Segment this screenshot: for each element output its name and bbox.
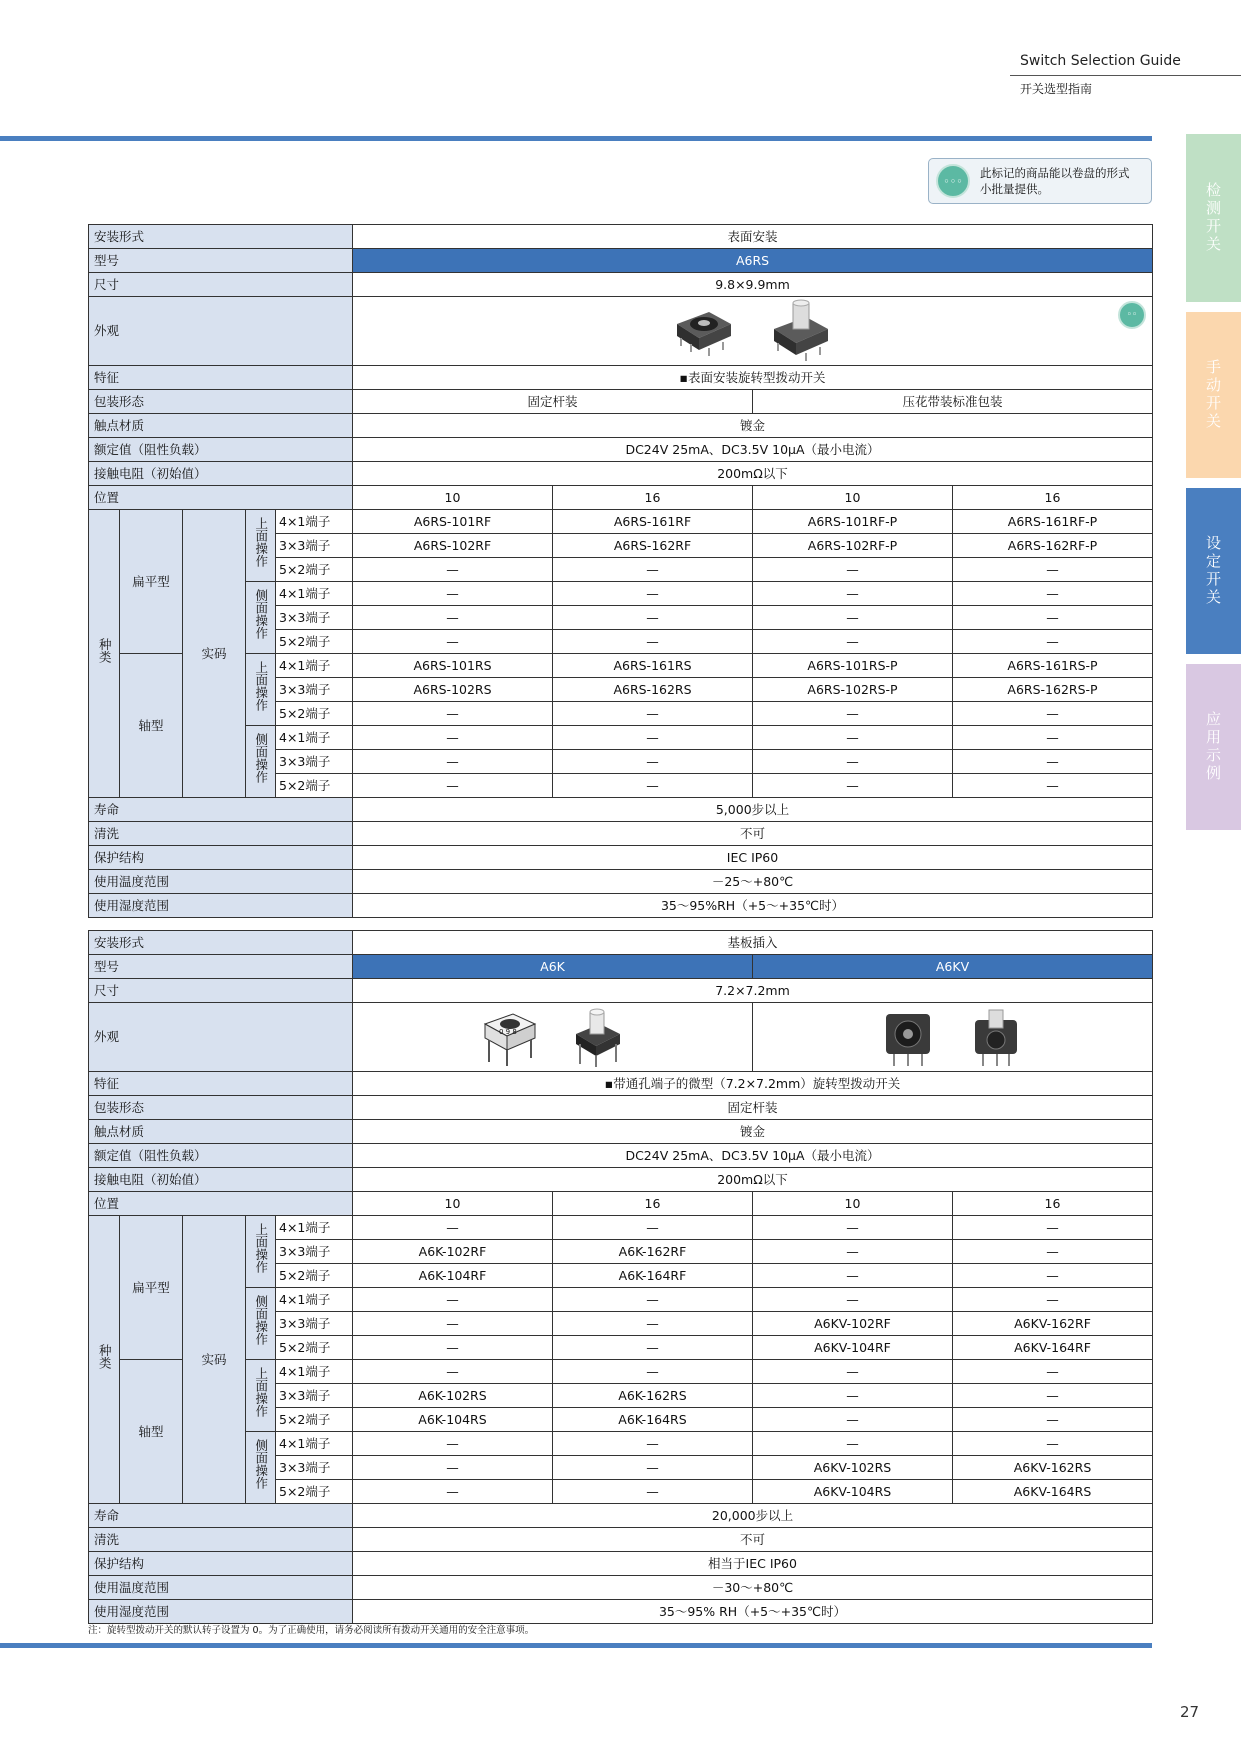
- model-cell: —: [353, 774, 553, 798]
- tab-label: 手动开关: [1204, 359, 1222, 431]
- terminal-label: 3×3端子: [276, 750, 353, 774]
- tab-application-examples[interactable]: [1186, 664, 1241, 830]
- model-cell: A6KV-164RF: [953, 1336, 1153, 1360]
- model-cell: —: [753, 750, 953, 774]
- features-value: ▪带通孔端子的微型（7.2×7.2mm）旋转型拨动开关: [353, 1072, 1153, 1096]
- label-packaging: 包装形态: [89, 390, 353, 414]
- protection-value: IEC IP60: [353, 846, 1153, 870]
- label-size: 尺寸: [89, 273, 353, 297]
- terminal-label: 4×1端子: [276, 654, 353, 678]
- position-value: 10: [353, 486, 553, 510]
- terminal-label: 5×2端子: [276, 774, 353, 798]
- terminal-label: 3×3端子: [276, 1312, 353, 1336]
- appearance-cell: [353, 297, 1153, 366]
- model-cell: —: [953, 558, 1153, 582]
- terminal-label: 5×2端子: [276, 630, 353, 654]
- footnote: 注：旋转型拨动开关的默认转子设置为 0。为了正确使用，请务必阅读所有拨动开关通用的安全注意事项。: [88, 1625, 535, 1636]
- wash-value: 不可: [353, 822, 1153, 846]
- bottom-rule: [0, 1643, 1152, 1648]
- model-cell: —: [953, 630, 1153, 654]
- label-rating: 额定值（阻性负载）: [89, 1144, 353, 1168]
- packaging-value: 固定杆装: [353, 1096, 1153, 1120]
- model-cell: —: [553, 1456, 753, 1480]
- model-cell: —: [353, 702, 553, 726]
- resistance-value: 200mΩ以下: [353, 1168, 1153, 1192]
- model-cell: —: [353, 1480, 553, 1504]
- model-cell: —: [553, 582, 753, 606]
- model-cell: —: [553, 1432, 753, 1456]
- model-value-a6k: A6K: [353, 955, 753, 979]
- terminal-label: 4×1端子: [276, 582, 353, 606]
- label-model: 型号: [89, 955, 353, 979]
- label-rating: 额定值（阻性负载）: [89, 438, 353, 462]
- legend-line-2: 小批量提供。: [980, 182, 1049, 196]
- model-cell: —: [953, 1432, 1153, 1456]
- wash-value: 不可: [353, 1528, 1153, 1552]
- model-cell: A6KV-104RF: [753, 1336, 953, 1360]
- label-position: 位置: [89, 486, 353, 510]
- top-op-label: 上面操作: [246, 654, 276, 726]
- model-cell: —: [753, 702, 953, 726]
- position-value: 16: [953, 486, 1153, 510]
- a6k-shaft-image: [570, 1006, 626, 1068]
- model-cell: —: [953, 726, 1153, 750]
- type-label: 种类: [89, 1216, 120, 1504]
- side-op-label: 侧面操作: [246, 1288, 276, 1360]
- model-cell: A6K-102RF: [353, 1240, 553, 1264]
- terminal-label: 5×2端子: [276, 702, 353, 726]
- label-mount: 安装形式: [89, 225, 353, 249]
- model-cell: —: [953, 606, 1153, 630]
- label-contact: 触点材质: [89, 1120, 353, 1144]
- label-life: 寿命: [89, 798, 353, 822]
- model-cell: A6KV-162RF: [953, 1312, 1153, 1336]
- features-value: ▪表面安装旋转型拨动开关: [353, 366, 1153, 390]
- mount-value: 基板插入: [353, 931, 1153, 955]
- model-cell: A6KV-104RS: [753, 1480, 953, 1504]
- model-cell: A6RS-162RF: [553, 534, 753, 558]
- a6kv-flat-image: [880, 1006, 938, 1068]
- a6rs-shaft-image: [766, 299, 836, 363]
- model-cell: —: [353, 606, 553, 630]
- life-value: 20,000步以上: [353, 1504, 1153, 1528]
- model-cell: —: [753, 1216, 953, 1240]
- terminal-label: 4×1端子: [276, 726, 353, 750]
- flat-type-label: 扁平型: [120, 1216, 183, 1360]
- header-title-cn: 开关选型指南: [1020, 82, 1093, 96]
- model-cell: —: [353, 582, 553, 606]
- size-value: 7.2×7.2mm: [353, 979, 1153, 1003]
- model-cell: —: [553, 1216, 753, 1240]
- label-mount: 安装形式: [89, 931, 353, 955]
- model-cell: A6K-102RS: [353, 1384, 553, 1408]
- side-op-label: 侧面操作: [246, 726, 276, 798]
- tab-setting-switch[interactable]: [1186, 488, 1241, 654]
- label-resistance: 接触电阻（初始值）: [89, 1168, 353, 1192]
- terminal-label: 5×2端子: [276, 1264, 353, 1288]
- model-cell: —: [953, 702, 1153, 726]
- model-cell: A6K-162RF: [553, 1240, 753, 1264]
- side-op-label: 侧面操作: [246, 582, 276, 654]
- model-cell: —: [753, 582, 953, 606]
- header-title-en: Switch Selection Guide: [1020, 53, 1181, 69]
- model-cell: —: [753, 1360, 953, 1384]
- model-cell: A6RS-162RS: [553, 678, 753, 702]
- humidity-value: 35～95% RH（+5～+35℃时）: [353, 1600, 1153, 1624]
- position-value: 16: [553, 486, 753, 510]
- type-label: 种类: [89, 510, 120, 798]
- model-cell: —: [353, 1312, 553, 1336]
- solid-code-label: 实码: [183, 1216, 246, 1504]
- label-model: 型号: [89, 249, 353, 273]
- spec-table-a6k: [88, 930, 1153, 1624]
- model-cell: A6RS-161RF-P: [953, 510, 1153, 534]
- model-cell: —: [553, 774, 753, 798]
- model-cell: —: [553, 606, 753, 630]
- a6rs-flat-image: [669, 302, 739, 360]
- terminal-label: 3×3端子: [276, 1240, 353, 1264]
- tab-manual-switch[interactable]: [1186, 312, 1241, 478]
- model-cell: —: [953, 1408, 1153, 1432]
- model-cell: —: [353, 1456, 553, 1480]
- rating-value: DC24V 25mA、DC3.5V 10μA（最小电流）: [353, 438, 1153, 462]
- tab-label: 检测开关: [1204, 182, 1222, 254]
- rating-value: DC24V 25mA、DC3.5V 10μA（最小电流）: [353, 1144, 1153, 1168]
- model-cell: —: [553, 1360, 753, 1384]
- model-cell: —: [553, 726, 753, 750]
- label-humidity: 使用湿度范围: [89, 894, 353, 918]
- model-cell: —: [353, 558, 553, 582]
- packaging-tape: 压花带装标准包装: [753, 390, 1153, 414]
- model-cell: —: [953, 774, 1153, 798]
- terminal-label: 4×1端子: [276, 1432, 353, 1456]
- model-cell: A6KV-102RS: [753, 1456, 953, 1480]
- model-cell: —: [953, 1264, 1153, 1288]
- model-cell: —: [953, 582, 1153, 606]
- label-temperature: 使用温度范围: [89, 870, 353, 894]
- flat-type-label: 扁平型: [120, 510, 183, 654]
- model-cell: —: [353, 630, 553, 654]
- model-cell: —: [753, 1408, 953, 1432]
- model-cell: A6RS-161RS-P: [953, 654, 1153, 678]
- label-position: 位置: [89, 1192, 353, 1216]
- model-cell: A6RS-101RS: [353, 654, 553, 678]
- model-cell: —: [753, 1240, 953, 1264]
- model-cell: —: [353, 1360, 553, 1384]
- model-cell: —: [553, 630, 753, 654]
- protection-value: 相当于IEC IP60: [353, 1552, 1153, 1576]
- model-cell: A6K-164RF: [553, 1264, 753, 1288]
- terminal-label: 5×2端子: [276, 558, 353, 582]
- reel-icon: ◦◦◦: [936, 164, 970, 198]
- model-cell: A6K-104RF: [353, 1264, 553, 1288]
- model-cell: —: [553, 1312, 753, 1336]
- terminal-label: 3×3端子: [276, 606, 353, 630]
- model-cell: —: [953, 1360, 1153, 1384]
- label-life: 寿命: [89, 1504, 353, 1528]
- model-cell: —: [953, 1216, 1153, 1240]
- label-temperature: 使用温度范围: [89, 1576, 353, 1600]
- position-value: 16: [553, 1192, 753, 1216]
- model-cell: —: [753, 558, 953, 582]
- label-contact: 触点材质: [89, 414, 353, 438]
- model-cell: —: [953, 1384, 1153, 1408]
- tab-label: 应用示例: [1204, 711, 1222, 783]
- model-cell: —: [753, 1432, 953, 1456]
- model-cell: A6KV-164RS: [953, 1480, 1153, 1504]
- model-cell: —: [553, 558, 753, 582]
- model-cell: —: [353, 1336, 553, 1360]
- contact-value: 镀金: [353, 1120, 1153, 1144]
- top-rule: [0, 136, 1152, 141]
- contact-value: 镀金: [353, 414, 1153, 438]
- model-value-a6kv: A6KV: [753, 955, 1153, 979]
- label-packaging: 包装形态: [89, 1096, 353, 1120]
- label-humidity: 使用湿度范围: [89, 1600, 353, 1624]
- solid-code-label: 实码: [183, 510, 246, 798]
- model-cell: —: [553, 1480, 753, 1504]
- resistance-value: 200mΩ以下: [353, 462, 1153, 486]
- model-cell: —: [353, 750, 553, 774]
- model-cell: —: [753, 1264, 953, 1288]
- model-cell: A6RS-161RS: [553, 654, 753, 678]
- position-value: 16: [953, 1192, 1153, 1216]
- model-cell: —: [753, 774, 953, 798]
- model-value: A6RS: [353, 249, 1153, 273]
- model-cell: A6K-164RS: [553, 1408, 753, 1432]
- model-cell: —: [353, 1288, 553, 1312]
- terminal-label: 4×1端子: [276, 1216, 353, 1240]
- model-cell: A6KV-102RF: [753, 1312, 953, 1336]
- terminal-label: 5×2端子: [276, 1480, 353, 1504]
- a6kv-shaft-image: [969, 1006, 1025, 1068]
- model-cell: A6RS-101RF-P: [753, 510, 953, 534]
- model-cell: A6RS-102RS-P: [753, 678, 953, 702]
- model-cell: —: [353, 1432, 553, 1456]
- terminal-label: 3×3端子: [276, 1384, 353, 1408]
- label-features: 特征: [89, 366, 353, 390]
- terminal-label: 4×1端子: [276, 1360, 353, 1384]
- position-value: 10: [353, 1192, 553, 1216]
- position-value: 10: [753, 486, 953, 510]
- model-cell: —: [353, 726, 553, 750]
- side-op-label: 侧面操作: [246, 1432, 276, 1504]
- packaging-stick: 固定杆装: [353, 390, 753, 414]
- label-features: 特征: [89, 1072, 353, 1096]
- top-op-label: 上面操作: [246, 510, 276, 582]
- model-cell: —: [753, 726, 953, 750]
- spec-table-a6rs: [88, 224, 1153, 918]
- tab-detection-switch[interactable]: [1186, 134, 1241, 302]
- label-resistance: 接触电阻（初始值）: [89, 462, 353, 486]
- position-value: 10: [753, 1192, 953, 1216]
- reel-icon: ◦◦: [1118, 301, 1146, 329]
- model-cell: A6K-162RS: [553, 1384, 753, 1408]
- model-cell: —: [953, 750, 1153, 774]
- model-cell: A6RS-162RF-P: [953, 534, 1153, 558]
- temperature-value: －30～+80℃: [353, 1576, 1153, 1600]
- top-op-label: 上面操作: [246, 1360, 276, 1432]
- terminal-label: 3×3端子: [276, 534, 353, 558]
- model-cell: A6RS-102RF: [353, 534, 553, 558]
- model-cell: —: [553, 702, 753, 726]
- model-cell: A6RS-102RS: [353, 678, 553, 702]
- top-op-label: 上面操作: [246, 1216, 276, 1288]
- temperature-value: －25～+80℃: [353, 870, 1153, 894]
- label-protection: 保护结构: [89, 1552, 353, 1576]
- model-cell: —: [353, 1216, 553, 1240]
- humidity-value: 35～95%RH（+5～+35℃时）: [353, 894, 1153, 918]
- model-cell: A6RS-161RF: [553, 510, 753, 534]
- terminal-label: 4×1端子: [276, 510, 353, 534]
- label-size: 尺寸: [89, 979, 353, 1003]
- header-divider: [1010, 75, 1241, 76]
- terminal-label: 3×3端子: [276, 678, 353, 702]
- tab-label: 设定开关: [1204, 535, 1222, 607]
- terminal-label: 3×3端子: [276, 1456, 353, 1480]
- model-cell: —: [553, 1336, 753, 1360]
- model-cell: A6K-104RS: [353, 1408, 553, 1432]
- terminal-label: 5×2端子: [276, 1408, 353, 1432]
- appearance-cell-a6kv: [753, 1003, 1153, 1072]
- model-cell: A6RS-102RF-P: [753, 534, 953, 558]
- reel-legend: [928, 158, 1152, 204]
- model-cell: —: [753, 606, 953, 630]
- label-wash: 清洗: [89, 822, 353, 846]
- shaft-type-label: 轴型: [120, 654, 183, 798]
- model-cell: A6RS-101RF: [353, 510, 553, 534]
- legend-line-1: 此标记的商品能以卷盘的形式: [980, 166, 1130, 180]
- model-cell: A6RS-162RS-P: [953, 678, 1153, 702]
- model-cell: A6KV-162RS: [953, 1456, 1153, 1480]
- model-cell: A6RS-101RS-P: [753, 654, 953, 678]
- model-cell: —: [553, 750, 753, 774]
- label-appearance: 外观: [89, 1003, 353, 1072]
- a6k-flat-image: [479, 1006, 539, 1068]
- appearance-cell-a6k: [353, 1003, 753, 1072]
- model-cell: —: [753, 1288, 953, 1312]
- terminal-label: 5×2端子: [276, 1336, 353, 1360]
- model-cell: —: [953, 1288, 1153, 1312]
- model-cell: —: [753, 1384, 953, 1408]
- terminal-label: 4×1端子: [276, 1288, 353, 1312]
- life-value: 5,000步以上: [353, 798, 1153, 822]
- shaft-type-label: 轴型: [120, 1360, 183, 1504]
- label-protection: 保护结构: [89, 846, 353, 870]
- size-value: 9.8×9.9mm: [353, 273, 1153, 297]
- label-appearance: 外观: [89, 297, 353, 366]
- svg-text:0 9 8: 0 9 8: [498, 1028, 517, 1036]
- page-number: 27: [1180, 1703, 1200, 1721]
- model-cell: —: [553, 1288, 753, 1312]
- mount-value: 表面安装: [353, 225, 1153, 249]
- model-cell: —: [753, 630, 953, 654]
- label-wash: 清洗: [89, 1528, 353, 1552]
- model-cell: —: [953, 1240, 1153, 1264]
